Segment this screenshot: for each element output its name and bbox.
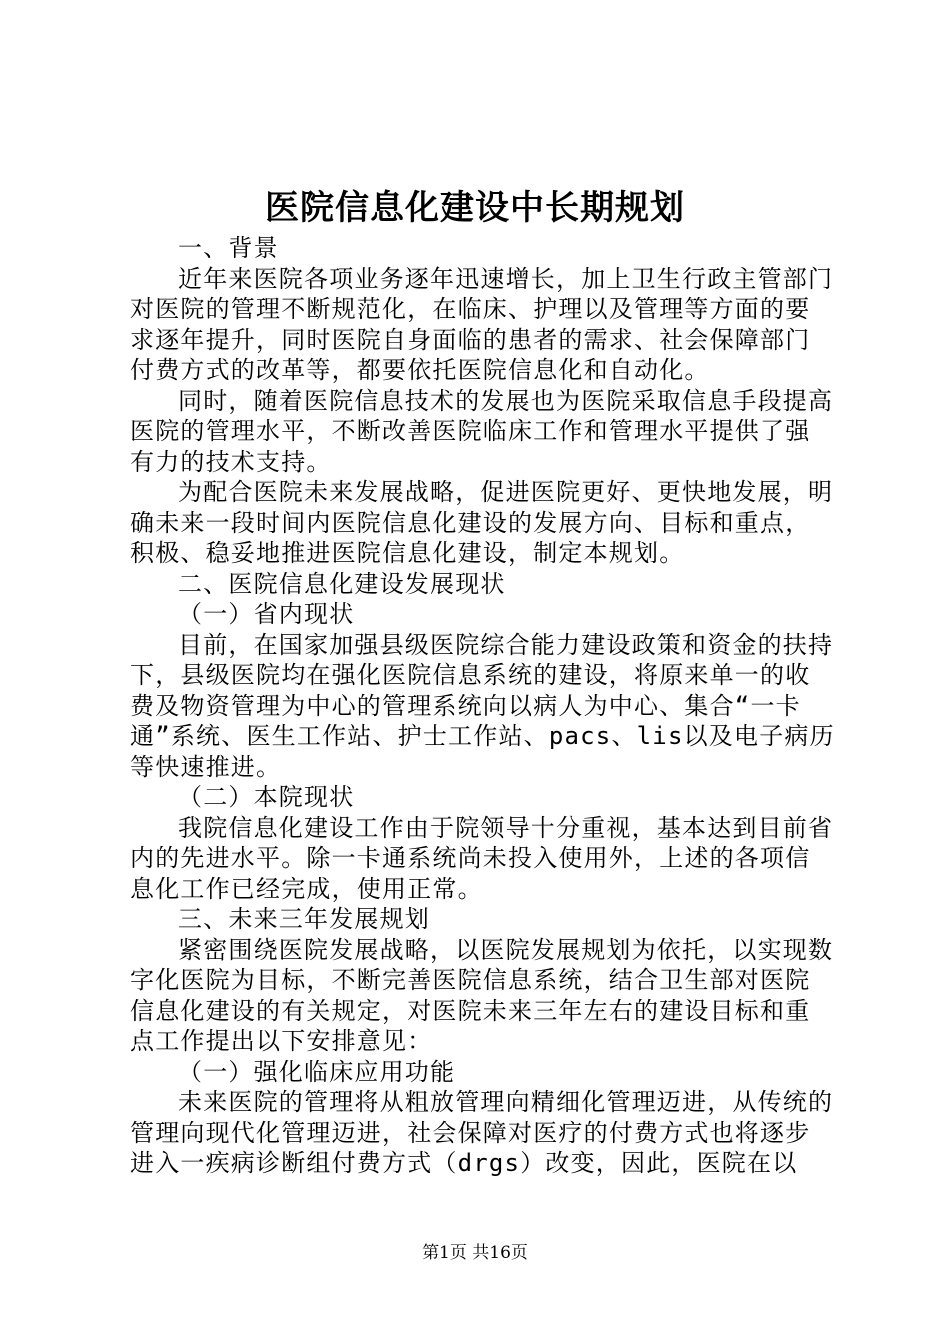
section-heading-background: 一、背景 xyxy=(178,234,279,262)
paragraph: 为配合医院未来发展战略，促进医院更好、更快地发展，明确未来一段时间内医院信息化建设的发展方向、目标和重点，积极、稳妥地推进医院信息化建设，制定本规划。 xyxy=(130,478,834,567)
paragraph: 未来医院的管理将从粗放管理向精细化管理迈进，从传统的管理向现代化管理迈进，社会保障对医疗的付费方式也将逐步进入一疾病诊断组付费方式（drgs）改变，因此，医院在以 xyxy=(130,1088,834,1177)
subsection-heading-province: （一）省内现状 xyxy=(178,600,355,628)
paragraph: 紧密围绕医院发展战略，以医院发展规划为依托，以实现数字化医院为目标，不断完善医院信息系统，结合卫生部对医院信息化建设的有关规定，对医院未来三年左右的建设目标和重点工作提出以下安排意见： xyxy=(130,935,834,1055)
page-number: 第1页 共16页 xyxy=(422,1243,528,1263)
paragraph: 近年来医院各项业务逐年迅速增长，加上卫生行政主管部门对医院的管理不断规范化，在临床、护理以及管理等方面的要求逐年提升，同时医院自身面临的患者的需求、社会保障部门付费方式的改革等，都要依托医院信息化和自动化。 xyxy=(130,264,834,384)
section-heading-status: 二、医院信息化建设发展现状 xyxy=(178,569,506,598)
subsection-heading-clinical: （一）强化临床应用功能 xyxy=(178,1057,456,1086)
document-body xyxy=(130,233,835,1179)
paragraph: 目前，在国家加强县级医院综合能力建设政策和资金的扶持下，县级医院均在强化医院信息系统的建设，将原来单一的收费及物资管理为中心的管理系统向以病人为中心、集合“一卡通”系统、医生工作站、护士工作站、pacs、lis以及电子病历等快速推进。 xyxy=(130,630,835,781)
document-title: 医院信息化建设中长期规划 xyxy=(265,188,685,228)
subsection-heading-hospital: （二）本院现状 xyxy=(178,783,355,811)
section-heading-plan: 三、未来三年发展规划 xyxy=(178,905,430,933)
paragraph: 同时，随着医院信息技术的发展也为医院采取信息手段提高医院的管理水平，不断改善医院临床工作和管理水平提供了强有力的技术支持。 xyxy=(130,386,834,476)
paragraph: 我院信息化建设工作由于院领导十分重视，基本达到目前省内的先进水平。除一卡通系统尚未投入使用外，上述的各项信息化工作已经完成，使用正常。 xyxy=(130,813,834,903)
